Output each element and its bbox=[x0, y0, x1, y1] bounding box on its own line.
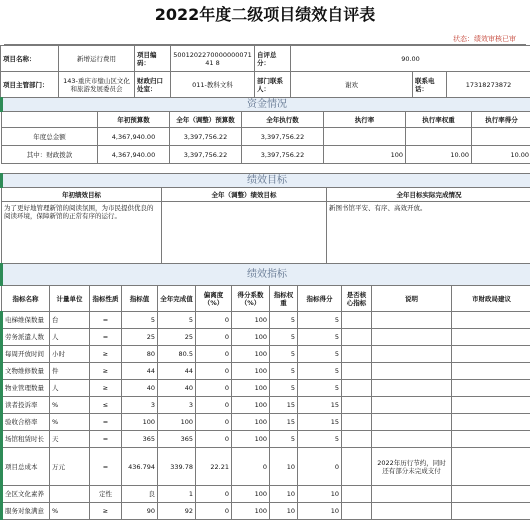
goal-adjusted-text bbox=[162, 202, 327, 264]
page-title: 2022年度二级项目绩效自评表 bbox=[154, 5, 376, 24]
funds-header-weight: 执行率权重 bbox=[406, 112, 472, 128]
table-row bbox=[2, 346, 530, 363]
indicator-cell: 100 bbox=[158, 414, 196, 431]
indicators-header-cell: 是否核心指标 bbox=[342, 286, 372, 312]
status-text: 状态：绩效审核已审 bbox=[453, 35, 516, 43]
indicator-cell bbox=[372, 414, 452, 431]
funds-cell: 4,367,940.00 bbox=[98, 146, 170, 164]
indicator-cell: 5 bbox=[122, 312, 158, 329]
funds-cell: 3,397,756.22 bbox=[170, 146, 242, 164]
indicator-cell: 365 bbox=[122, 431, 158, 448]
indicator-cell bbox=[452, 363, 530, 380]
indicator-cell: 小时 bbox=[50, 346, 90, 363]
indicator-cell: 100 bbox=[232, 503, 270, 520]
goals-header-adjusted: 全年（调整）绩效目标 bbox=[162, 188, 327, 202]
indicator-cell bbox=[372, 312, 452, 329]
indicator-cell: 15 bbox=[298, 414, 342, 431]
indicators-body bbox=[2, 312, 530, 520]
indicator-cell: 读者投诉率 bbox=[2, 397, 50, 414]
funds-header-adjusted: 全年（调整）预算数 bbox=[170, 112, 242, 128]
indicator-cell: 文物维修数量 bbox=[2, 363, 50, 380]
table-row bbox=[2, 486, 530, 503]
table-row bbox=[2, 503, 530, 520]
indicator-cell: 100 bbox=[232, 346, 270, 363]
indicator-cell: 40 bbox=[158, 380, 196, 397]
table-row bbox=[2, 448, 530, 486]
goals-section-header: 绩效目标 bbox=[2, 174, 530, 188]
indicator-cell bbox=[372, 329, 452, 346]
indicator-cell: 100 bbox=[122, 414, 158, 431]
indicator-cell: 15 bbox=[270, 397, 298, 414]
indicator-cell: 25 bbox=[122, 329, 158, 346]
indicator-cell bbox=[372, 503, 452, 520]
indicator-cell bbox=[50, 486, 90, 503]
indicator-cell: 100 bbox=[232, 414, 270, 431]
indicator-cell bbox=[342, 329, 372, 346]
indicator-cell: 0 bbox=[196, 346, 232, 363]
table-row bbox=[2, 380, 530, 397]
indicator-cell: = bbox=[90, 431, 122, 448]
indicator-cell: = bbox=[90, 448, 122, 486]
table-row bbox=[2, 363, 530, 380]
indicator-cell: 1 bbox=[158, 486, 196, 503]
indicator-cell: 项目总成本 bbox=[2, 448, 50, 486]
indicator-cell: 0 bbox=[196, 380, 232, 397]
funds-cell: 3,397,756.22 bbox=[170, 128, 242, 146]
funds-cell: 3,397,756.22 bbox=[242, 146, 324, 164]
indicator-cell: 3 bbox=[158, 397, 196, 414]
indicator-cell: 5 bbox=[270, 431, 298, 448]
indicator-cell bbox=[342, 414, 372, 431]
indicator-cell: 0 bbox=[196, 414, 232, 431]
project-name-value: 新增运行费用 bbox=[59, 46, 135, 72]
funds-cell bbox=[472, 128, 530, 146]
indicator-cell: 80.5 bbox=[158, 346, 196, 363]
indicator-cell: 物业管理数量 bbox=[2, 380, 50, 397]
indicator-cell: 90 bbox=[122, 503, 158, 520]
indicator-cell: 92 bbox=[158, 503, 196, 520]
phone-label: 联系电话： bbox=[413, 72, 447, 98]
funds-row-label: 年度总金额 bbox=[2, 128, 98, 146]
indicator-cell: 100 bbox=[232, 431, 270, 448]
funds-cell: 10.00 bbox=[406, 146, 472, 164]
table-row bbox=[2, 431, 530, 448]
contact-label: 部门联系人： bbox=[255, 72, 291, 98]
indicator-cell: 5 bbox=[298, 431, 342, 448]
indicator-cell: % bbox=[50, 503, 90, 520]
indicator-cell: 0 bbox=[196, 329, 232, 346]
indicators-header-cell: 计量单位 bbox=[50, 286, 90, 312]
indicator-cell: 0 bbox=[196, 503, 232, 520]
indicator-cell: 3 bbox=[122, 397, 158, 414]
indicator-cell bbox=[372, 346, 452, 363]
self-score-value: 90.00 bbox=[291, 46, 530, 72]
indicator-cell: 80 bbox=[122, 346, 158, 363]
indicator-cell: 0 bbox=[196, 431, 232, 448]
indicators-header-cell: 偏离度（%） bbox=[196, 286, 232, 312]
funds-header-initial: 年初预算数 bbox=[98, 112, 170, 128]
indicator-cell bbox=[342, 380, 372, 397]
indicator-cell bbox=[452, 312, 530, 329]
indicator-cell bbox=[452, 329, 530, 346]
indicator-cell: 电梯维保数量 bbox=[2, 312, 50, 329]
indicator-cell: 15 bbox=[270, 414, 298, 431]
indicator-cell: 365 bbox=[158, 431, 196, 448]
indicator-cell: % bbox=[50, 397, 90, 414]
indicator-cell bbox=[342, 503, 372, 520]
indicator-cell: 15 bbox=[298, 397, 342, 414]
indicator-cell: 44 bbox=[122, 363, 158, 380]
indicator-cell bbox=[372, 397, 452, 414]
indicator-cell: 全区文化素养 bbox=[2, 486, 50, 503]
indicator-cell: 100 bbox=[232, 397, 270, 414]
dept-value: 143-重庆市璧山区文化和旅游发展委员会 bbox=[59, 72, 135, 98]
table-row bbox=[2, 397, 530, 414]
self-score-label: 自评总分： bbox=[255, 46, 291, 72]
indicator-cell bbox=[342, 397, 372, 414]
indicator-cell: 人 bbox=[50, 329, 90, 346]
indicator-cell bbox=[372, 380, 452, 397]
indicator-cell bbox=[342, 448, 372, 486]
indicator-cell bbox=[452, 397, 530, 414]
indicator-cell: 定性 bbox=[90, 486, 122, 503]
indicator-cell: 5 bbox=[270, 380, 298, 397]
indicator-cell: 100 bbox=[232, 312, 270, 329]
indicator-cell: 5 bbox=[298, 329, 342, 346]
dept-label: 项目主管部门： bbox=[1, 72, 59, 98]
indicators-header-row bbox=[2, 286, 530, 312]
goal-initial-text: 为了更好地管理新馆的阅读氛围，为市民提供优良的阅读环境，保障新馆的正常有序的运行。 bbox=[2, 202, 162, 264]
indicator-cell: = bbox=[90, 312, 122, 329]
table-row bbox=[2, 312, 530, 329]
indicator-cell: 0 bbox=[232, 448, 270, 486]
indicator-cell: ≥ bbox=[90, 363, 122, 380]
funds-header-score: 执行率得分 bbox=[472, 112, 530, 128]
funds-header-executed: 全年执行数 bbox=[242, 112, 324, 128]
indicators-table bbox=[0, 263, 530, 520]
indicator-cell: 验收合格率 bbox=[2, 414, 50, 431]
indicator-cell: 0 bbox=[196, 312, 232, 329]
indicator-cell: 0 bbox=[196, 486, 232, 503]
indicator-cell: 万元 bbox=[50, 448, 90, 486]
indicator-cell bbox=[452, 346, 530, 363]
indicator-cell bbox=[452, 380, 530, 397]
indicator-cell: 5 bbox=[270, 312, 298, 329]
goal-actual-text: 新图书馆平安、有序、高效开放。 bbox=[327, 202, 530, 264]
funds-cell: 3,397,756.22 bbox=[242, 128, 324, 146]
indicator-cell bbox=[452, 448, 530, 486]
indicator-cell: 良 bbox=[122, 486, 158, 503]
indicator-cell: 40 bbox=[122, 380, 158, 397]
table-row bbox=[2, 329, 530, 346]
goals-table bbox=[0, 173, 530, 264]
funds-cell: 100 bbox=[324, 146, 406, 164]
indicator-cell bbox=[372, 486, 452, 503]
indicator-cell: ≥ bbox=[90, 380, 122, 397]
project-code-label: 项目编码： bbox=[135, 46, 171, 72]
indicator-cell: 436.794 bbox=[122, 448, 158, 486]
indicator-cell bbox=[342, 363, 372, 380]
indicator-cell bbox=[452, 503, 530, 520]
indicator-cell: 5 bbox=[158, 312, 196, 329]
indicator-cell: = bbox=[90, 329, 122, 346]
finance-value: 011-教科文科 bbox=[171, 72, 255, 98]
indicators-header-cell: 指标值 bbox=[122, 286, 158, 312]
indicator-cell bbox=[372, 431, 452, 448]
indicator-cell: 100 bbox=[232, 486, 270, 503]
indicator-cell: = bbox=[90, 414, 122, 431]
indicators-header-cell: 指标权重 bbox=[270, 286, 298, 312]
indicators-header-cell: 指标名称 bbox=[2, 286, 50, 312]
indicator-cell: 22.21 bbox=[196, 448, 232, 486]
indicator-cell: 339.78 bbox=[158, 448, 196, 486]
funds-cell: 10.00 bbox=[472, 146, 530, 164]
indicator-cell: 25 bbox=[158, 329, 196, 346]
indicator-cell: ≥ bbox=[90, 503, 122, 520]
indicator-cell: 100 bbox=[232, 380, 270, 397]
indicator-cell bbox=[452, 414, 530, 431]
indicator-cell: 台 bbox=[50, 312, 90, 329]
indicator-cell: 100 bbox=[232, 363, 270, 380]
indicator-cell: 0 bbox=[196, 363, 232, 380]
indicator-cell bbox=[452, 431, 530, 448]
indicator-cell: 44 bbox=[158, 363, 196, 380]
indicator-cell: 服务对象满意 bbox=[2, 503, 50, 520]
project-name-label: 项目名称： bbox=[1, 46, 59, 72]
indicator-cell: 10 bbox=[270, 486, 298, 503]
indicators-section-header: 绩效指标 bbox=[2, 264, 530, 286]
indicators-header-cell: 说明 bbox=[372, 286, 452, 312]
indicator-cell: 件 bbox=[50, 363, 90, 380]
indicator-cell: 2022年历行节约，同时还有部分未完成支付 bbox=[372, 448, 452, 486]
funds-cell bbox=[406, 128, 472, 146]
info-table bbox=[0, 45, 530, 98]
funds-section-header: 资金情况 bbox=[2, 98, 530, 112]
indicator-cell: 10 bbox=[298, 486, 342, 503]
indicator-cell: 100 bbox=[232, 329, 270, 346]
indicators-header-cell: 得分系数（%） bbox=[232, 286, 270, 312]
indicator-cell: 5 bbox=[298, 380, 342, 397]
phone-value: 17318273872 bbox=[447, 72, 530, 98]
funds-cell bbox=[324, 128, 406, 146]
funds-row bbox=[2, 146, 530, 164]
indicators-header-cell: 指标得分 bbox=[298, 286, 342, 312]
goals-header-actual: 全年目标实际完成情况 bbox=[327, 188, 530, 202]
indicator-cell: 10 bbox=[270, 503, 298, 520]
indicators-header-cell: 指标性质 bbox=[90, 286, 122, 312]
indicator-cell: 10 bbox=[270, 448, 298, 486]
indicator-cell: ≤ bbox=[90, 397, 122, 414]
indicator-cell bbox=[372, 363, 452, 380]
indicator-cell: 5 bbox=[298, 346, 342, 363]
indicator-cell: ≥ bbox=[90, 346, 122, 363]
indicator-cell: 0 bbox=[298, 448, 342, 486]
table-row bbox=[2, 414, 530, 431]
indicator-cell: 劳务派遣人数 bbox=[2, 329, 50, 346]
funds-header-blank bbox=[2, 112, 98, 128]
indicator-cell: 5 bbox=[270, 363, 298, 380]
indicator-cell: 每周开放时间 bbox=[2, 346, 50, 363]
funds-header-rate: 执行率 bbox=[324, 112, 406, 128]
indicator-cell bbox=[342, 346, 372, 363]
goals-header-initial: 年初绩效目标 bbox=[2, 188, 162, 202]
indicator-cell: 0 bbox=[196, 397, 232, 414]
funds-cell: 4,367,940.00 bbox=[98, 128, 170, 146]
indicator-cell bbox=[342, 486, 372, 503]
funds-table bbox=[0, 97, 530, 164]
indicator-cell: 5 bbox=[298, 363, 342, 380]
indicator-cell bbox=[342, 431, 372, 448]
finance-label: 财政归口处室： bbox=[135, 72, 171, 98]
indicator-cell bbox=[452, 486, 530, 503]
indicator-cell bbox=[342, 312, 372, 329]
indicators-header-cell: 市财政局建议 bbox=[452, 286, 530, 312]
indicator-cell: 5 bbox=[270, 329, 298, 346]
indicator-cell: 10 bbox=[298, 503, 342, 520]
indicator-cell: 5 bbox=[270, 346, 298, 363]
contact-value: 谢欢 bbox=[291, 72, 413, 98]
indicators-header-cell: 全年完成值 bbox=[158, 286, 196, 312]
indicator-cell: 人 bbox=[50, 380, 90, 397]
project-code-value: 500120227000000007141 8 bbox=[171, 46, 255, 72]
funds-row-label: 其中：财政拨款 bbox=[2, 146, 98, 164]
funds-row bbox=[2, 128, 530, 146]
indicator-cell: % bbox=[50, 414, 90, 431]
indicator-cell: 场馆租赁时长 bbox=[2, 431, 50, 448]
indicator-cell: 5 bbox=[298, 312, 342, 329]
indicator-cell: 天 bbox=[50, 431, 90, 448]
